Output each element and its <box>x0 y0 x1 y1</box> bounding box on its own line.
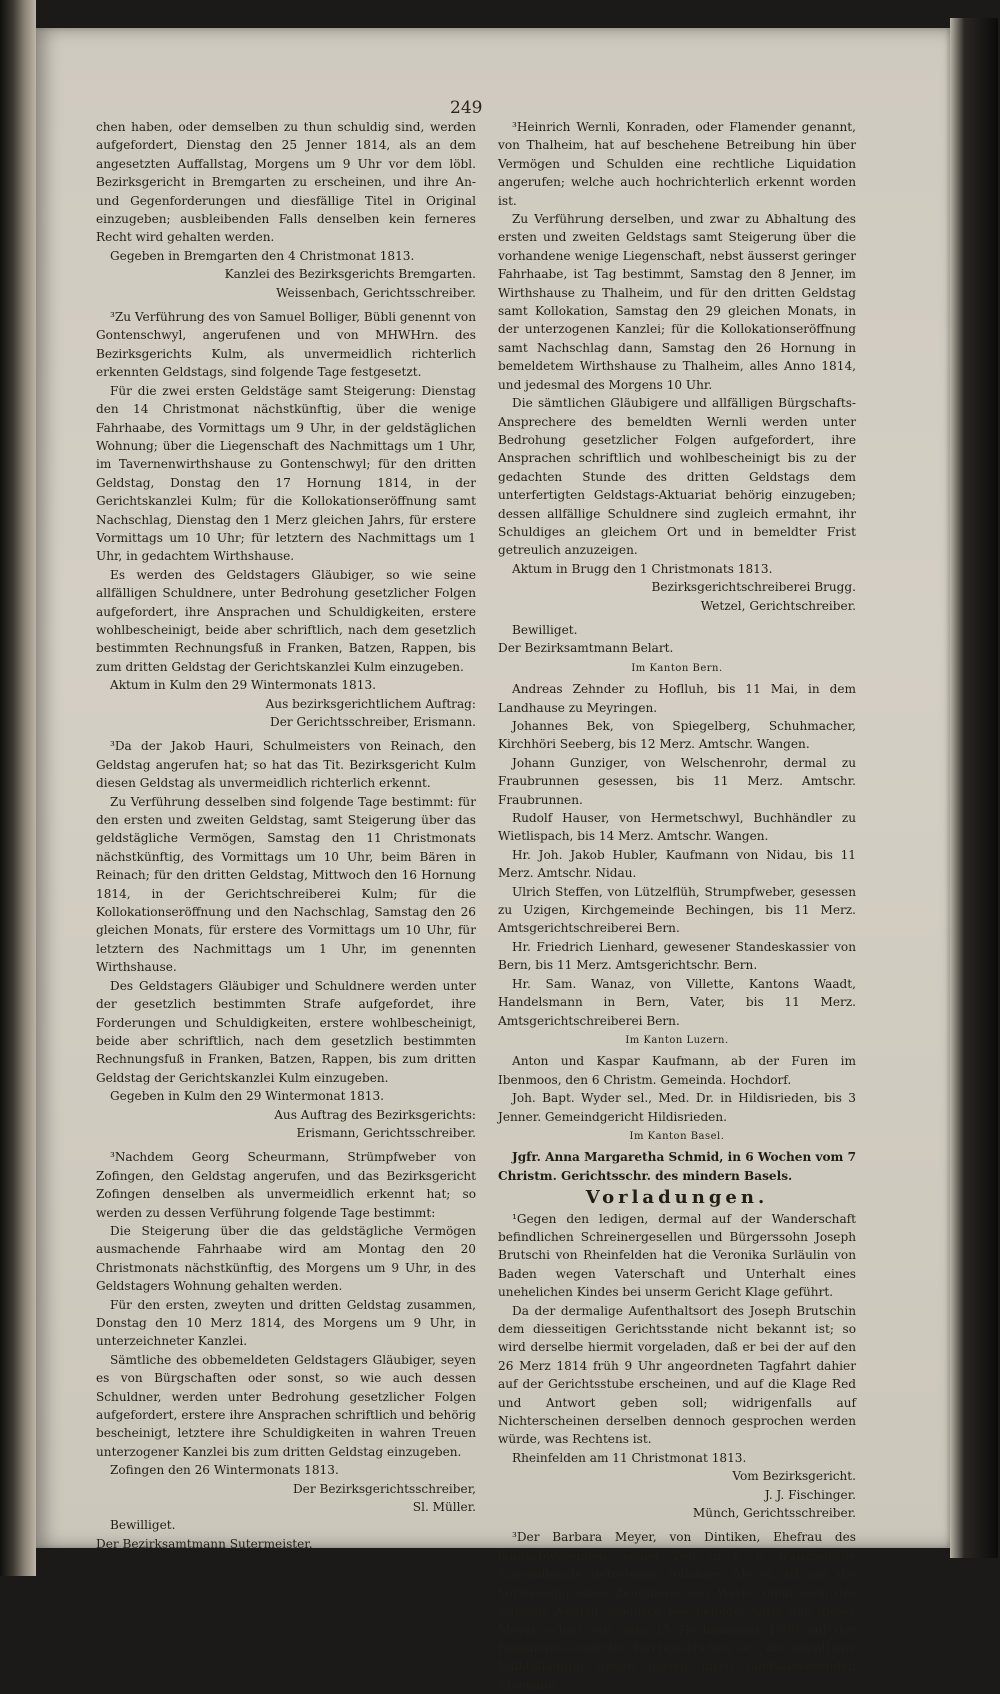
notice-paragraph: Des Geldstagers Gläubiger und Schuldnere werden unter der gesetzlich bestimmten Strafe aufgefordet, ihre Forderungen und Schuldigkeiten, erstere wohlbescheinigt, beide aber schriftlich, nach dem gesetzlich bestimmten Rechnungsfuß in Franken, Batzen, Rappen, bis zum dritten Geldstag der Gerichtskanzlei Kulm einzugeben. <box>96 978 476 1085</box>
canton-heading-basel: Im Kanton Basel. <box>629 1130 725 1142</box>
left-column <box>96 118 476 1553</box>
notice-paragraph: Für die zwei ersten Geldstäge samt Steigerung: Dienstag den 14 Christmonat nächstkünftig, über die wenige Fahrhaabe, des Vormittags um 9 Uhr, in der geldstäglichen Wohnung; über die Liegenschaft des Nachmittags um 1 Uhr, im Tavernenwirthshause zu Gontenschwyl; für den dritten Geldstag, Donstag den 17 Hornung 1814, in der Gerichtskanzlei Kulm; für die Kollokationseröffnung samt Nachschlag, Dienstag den 1 Merz gleichen Jahrs, für erstere Vormittags um 10 Uhr; für letztern des Nachmittags um 1 Uhr, in gedachtem Wirthshause. <box>96 383 476 564</box>
notice-signature: Weissenbach, Gerichtsschreiber. <box>276 285 476 300</box>
list-item: Joh. Bapt. Wyder sel., Med. Dr. in Hildisrieden, bis 3 Jenner. Gemeindgericht Hildisrieden. <box>498 1091 856 1124</box>
approval-note: Bewilliget. <box>512 622 578 637</box>
notice-paragraph: chen haben, oder demselben zu thun schuldig sind, werden aufgefordert, Dienstag den 25 Jenner 1814, als an dem angesetzten Auffallstag, Morgens um 9 Uhr vor dem löbl. Bezirksgericht in Bremgarten zu erscheinen, und ihre An- und Gegenforderungen und diesfällige Titel in Original einzugeben; ausbleibenden Falls denselben kein ferneres Recht wird gehalten werden. <box>96 120 476 245</box>
list-item: Jgfr. Anna Margaretha Schmid, in 6 Wochen vom 7 Christm. Gerichtsschr. des mindern Basels. <box>498 1150 856 1183</box>
notice-paragraph: Zu Verführung derselben, und zwar zu Abhaltung des ersten und zweiten Geldstags samt Steigerung über die vorhandene wenige Liegenschaft, nebst äusserst geringer Fahrhaabe, ist Tag bestimmt, Samstag den 8 Jenner, im Wirthshause zu Thalheim, und für den dritten Geldstag samt Kollokation, Samstag den 29 gleichen Monats, in der unterzogenen Kanzlei; für die Kollokationseröffnung samt Nachschlag dann, Samstag den 26 Hornung in bemeldetem Wirthshause zu Thalheim, alles Anno 1814, und jedesmal des Morgens 10 Uhr. <box>498 212 856 392</box>
notice-signature: Der Gerichtsschreiber, Erismann. <box>270 715 476 729</box>
notice-date: Rheinfelden am 11 Christmonat 1813. <box>512 1450 747 1465</box>
list-item: Hr. Sam. Wanaz, von Villette, Kantons Waadt, Handelsmann in Bern, Vater, bis 11 Merz. Amtsgerichtschreiberei Bern. <box>498 976 856 1028</box>
notice-date: Zofingen den 26 Wintermonats 1813. <box>110 1463 339 1478</box>
notice-paragraph: ³Nachdem Georg Scheurmann, Strümpfweber von Zofingen, den Geldstag angerufen, und das Bezirksgericht Zofingen denselben als unvermeidlich erkennt hat; so werden zu dessen Verführung folgende Tage bestimmt: <box>96 1150 476 1220</box>
notice-date: Aktum in Kulm den 29 Wintermonats 1813. <box>110 678 376 693</box>
canton-heading-bern: Im Kanton Bern. <box>631 662 723 674</box>
notice-signature: Aus bezirksgerichtlichem Auftrag: <box>265 696 476 711</box>
list-item: Johannes Bek, von Spiegelberg, Schuhmacher, Kirchhöri Seeberg, bis 12 Merz. Amtschr. Wangen. <box>498 719 856 752</box>
approval-note: Bewilliget. <box>110 1518 176 1533</box>
notice-signature: Vom Bezirksgericht. <box>732 1469 856 1484</box>
page-number: 249 <box>450 98 483 118</box>
list-item: Johann Gunziger, von Welschenrohr, dermal zu Fraubrunnen gesessen, bis 11 Merz. Amtschr. Fraubrunnen. <box>498 755 856 807</box>
book-spine-shadow <box>0 0 36 1576</box>
notice-signature: Kanzlei des Bezirksgerichts Bremgarten. <box>224 267 476 282</box>
notice-signature: Aus Auftrag des Bezirksgerichts: <box>274 1107 476 1122</box>
approving-official: Der Bezirksamtmann Belart. <box>498 641 674 656</box>
notice-date: Gegeben in Bremgarten den 4 Christmonat 1813. <box>110 248 415 263</box>
notice-paragraph: ³Zu Verführung des von Samuel Bolliger, Bübli genennt von Gontenschwyl, angerufenen und von MHWHrn. des Bezirksgerichts Kulm, als unvermeidlich richterlich erkennten Geldstags, sind folgende Tage festgesetzt. <box>96 310 476 380</box>
notice-signature: Wetzel, Gerichtschreiber. <box>700 598 856 613</box>
notice-signature: Sl. Müller. <box>412 1500 476 1515</box>
notice-paragraph: Da der dermalige Aufenthaltsort des Joseph Brutschin dem diesseitigen Gerichtsstande nicht bekannt ist; so wird derselbe hiermit vorgeladen, daß er bei der auf den 26 Merz 1814 früh 9 Uhr angeordneten Tagfahrt dahier auf der Gerichtsstube erscheinen, und auf die Klage Red und Antwort geben soll; widrigenfalls auf Nichterscheinen derselben dennoch gesprochen werden würde, was Rechtens ist. <box>498 1303 856 1447</box>
list-item: Andreas Zehnder zu Hoflluh, bis 11 Mai, in dem Landhause zu Meyringen. <box>498 682 856 715</box>
notice-paragraph: ³Heinrich Wernli, Konraden, oder Flamender genannt, von Thalheim, hat auf beschehene Betreibung hin über Vermögen und Schulden eine rechtliche Liquidation angerufen; welche auch hochrichterlich erkennt worden ist. <box>498 120 856 208</box>
notice-paragraph: ¹Gegen den ledigen, dermal auf der Wanderschaft befindlichen Schreinergesellen und Bürgerssohn Joseph Brutschi von Rheinfelden hat die Veronika Surläulin von Baden wegen Vaterschaft und Unterhalt eines unehelichen Kindes bei unserm Gericht Klage geführt. <box>498 1211 856 1300</box>
notice-paragraph: Die Steigerung über die das geldstägliche Vermögen ausmachende Fahrhaabe wird am Montag den 20 Christmonats nächstkünftig, des Morgens um 9 Uhr, in des Geldstagers Wohnung gehalten werden. <box>96 1223 476 1294</box>
approving-official: Der Bezirksamtmann Sutermeister. <box>96 1536 313 1551</box>
notice-signature: Erismann, Gerichtsschreiber. <box>296 1125 476 1140</box>
notice-signature: Der Bezirksgerichtsschreiber, <box>292 1481 476 1496</box>
list-item: Anton und Kaspar Kaufmann, ab der Furen im Ibenmoos, den 6 Christm. Gemeinda. Hochdorf. <box>498 1054 856 1087</box>
notice-date: Aktum in Brugg den 1 Christmonats 1813. <box>512 561 773 576</box>
notice-signature: Münch, Gerichtsschreiber. <box>692 1506 856 1521</box>
right-column <box>498 118 856 1694</box>
section-heading-vorladungen: Vorladungen. <box>585 1187 769 1209</box>
notice-signature: Bezirksgerichtschreiberei Brugg. <box>651 580 856 595</box>
notice-paragraph: Zu Verführung desselben sind folgende Tage bestimmt: für den ersten und zweiten Geldstag, samt Steigerung über das geldstägliche Vermögen, Samstag den 11 Christmonats nächstkünftig, des Vormittags um 10 Uhr, beim Bären in Reinach; für den dritten Geldstag, Mittwoch den 16 Hornung 1814, in der Gerichtschreiberei Kulm; für die Kollokationseröffnung und den Nachschlag, Samstag den 26 gleichen Monats, für erstere des Vormittags um 10 Uhr, für letztern des Nachmittags um 1 Uhr, im genennten Wirthshause. <box>96 794 476 975</box>
notice-signature: J. J. Fischinger. <box>764 1487 856 1502</box>
page-edge-shadow <box>950 18 998 1558</box>
notice-date: Gegeben in Kulm den 29 Wintermonat 1813. <box>110 1089 384 1104</box>
notice-paragraph: ³Da der Jakob Hauri, Schulmeisters von Reinach, den Geldstag angerufen hat; so hat das Tit. Bezirksgericht Kulm diesen Geldstag als unvermeidlich richterlich erkennt. <box>96 739 476 791</box>
canton-heading-luzern: Im Kanton Luzern. <box>625 1034 729 1046</box>
notice-paragraph: Es werden des Geldstagers Gläubiger, so wie seine allfälligen Schuldnere, unter Bedrohung gesetzlicher Folgen aufgefordert, ihre Ansprachen und Schuldigkeiten, erstere wohlbescheinigt, beide aber schriftlich, nach dem gesetzlich bestimmten Rechnungsfuß in Franken, Batzen, Rappen, bis zum dritten Geldstag der Gerichtskanzlei Kulm einzugeben. <box>96 567 476 674</box>
notice-paragraph: Die sämtlichen Gläubigere und allfälligen Bürgschafts-Ansprechere des bemeldten Wernli werden unter Bedrohung gesetzlicher Folgen aufgefordert, ihre Ansprachen schriftlich und wohlbescheinigt bis zu der gedachten Stunde des dritten Geldstags dem unterfertigten Geldstags-Aktuariat behörig einzugeben; dessen allfällige Schuldnere sind zugleich ermahnt, ihr Schuldiges an gleichem Ort und in bemeldter Frist getreulich anzuzeigen. <box>498 396 856 558</box>
list-item: Hr. Friedrich Lienhard, gewesener Standeskassier von Bern, bis 11 Merz. Amtsgerichtschr. Bern. <box>498 939 856 973</box>
notice-paragraph: Für den ersten, zweyten und dritten Geldstag zusammen, Donstag den 10 Merz 1814, des Morgens um 9 Uhr, in unterzeichneter Kanzlei. <box>96 1297 476 1349</box>
list-item: Hr. Joh. Jakob Hubler, Kaufmann von Nidau, bis 11 Merz. Amtschr. Nidau. <box>498 847 856 881</box>
notice-paragraph: Sämtliche des obbemeldeten Geldstagers Gläubiger, seyen es von Bürgschaften oder sonst, so wie auch dessen Schuldner, werden unter Bedrohung gesetzlicher Folgen aufgefordert, erstere ihre Ansprachen schriftlich und behörig bescheinigt, letztere ihre Schuldigkeiten in wahren Treuen unterzogener Kanzlei bis zum dritten Geldstag einzugeben. <box>96 1352 476 1459</box>
list-item: Rudolf Hauser, von Hermetschwyl, Buchhändler zu Wietlispach, bis 14 Merz. Amtschr. Wangen. <box>498 811 856 844</box>
list-item: Ulrich Steffen, von Lützelflüh, Strumpfweber, gesessen zu Uzigen, Kirchgemeinde Bechingen, bis 11 Merz. Amtsgerichtschreiberei Bern. <box>498 884 856 936</box>
notice-paragraph: ³Der Barbara Meyer, von Dintiken, Ehefrau des landsabwesenden, seiner Zeit in k. k. französische Kriegsdienste getretenen Johannes Meyer, ist auf die Vorweisung eines Zeugnisses der Werb-Commission des Kantons Aargau, wodurch bescheiniget wird, daß dieser Meyer schon seit dem 15 Herbstmonat 1809 auf der Regiments-Controlle durchgestrichen sey, die öffentliche Ediktalladung gegen diesen ihren landsabwesenden Ehemann <box>498 1530 856 1692</box>
